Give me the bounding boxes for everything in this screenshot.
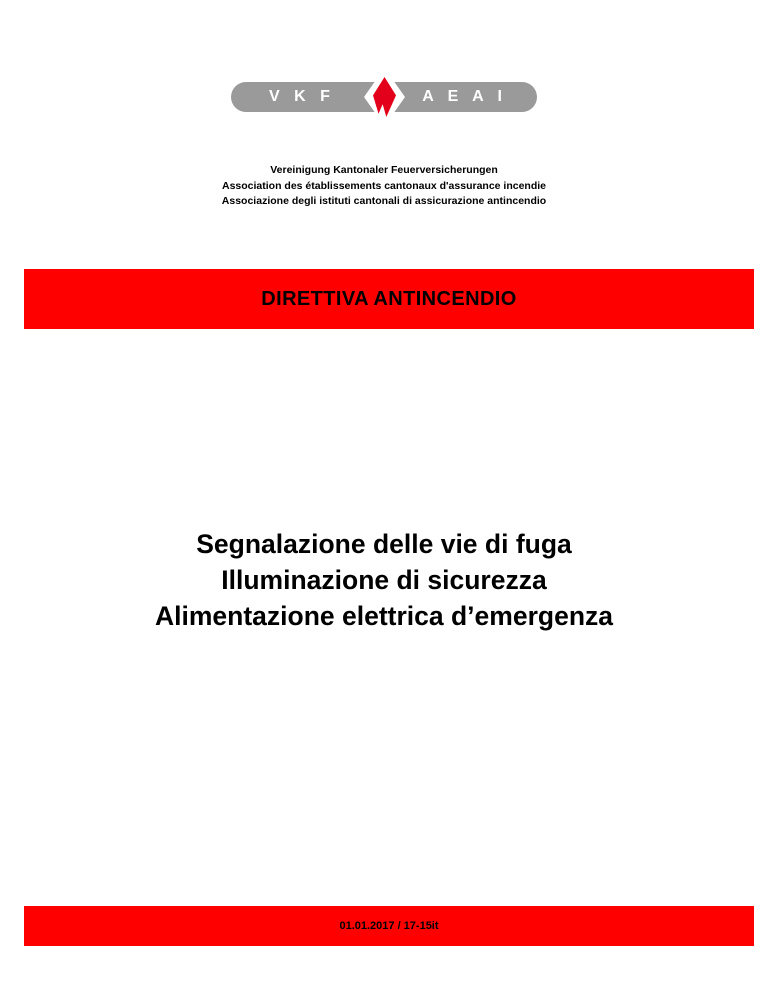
header-band-label: DIRETTIVA ANTINCENDIO (261, 288, 517, 310)
page-title (0, 526, 768, 634)
logo-text-left: V K F (269, 88, 335, 105)
association-names (0, 163, 768, 210)
association-line-fr: Association des établissements cantonaux d'assurance incendie (221, 179, 547, 192)
page-title-line-3: Alimentazione elettrica d’emergenza (154, 601, 613, 631)
page-title-line-1: Segnalazione delle vie di fuga (196, 529, 572, 559)
footer-band (24, 906, 754, 946)
page-title-line-2: Illuminazione di sicurezza (221, 565, 547, 595)
logo-text-right: A E A I (422, 88, 507, 105)
association-line-de: Vereinigung Kantonaler Feuerversicherungen (270, 164, 498, 176)
logo-graphic (231, 68, 537, 126)
association-line-it: Associazione degli istituti cantonali di assicurazione antincendio (221, 195, 547, 207)
header-band (24, 269, 754, 329)
footer-band-label: 01.01.2017 / 17-15it (339, 920, 439, 932)
vkf-aeai-logo (0, 68, 768, 126)
